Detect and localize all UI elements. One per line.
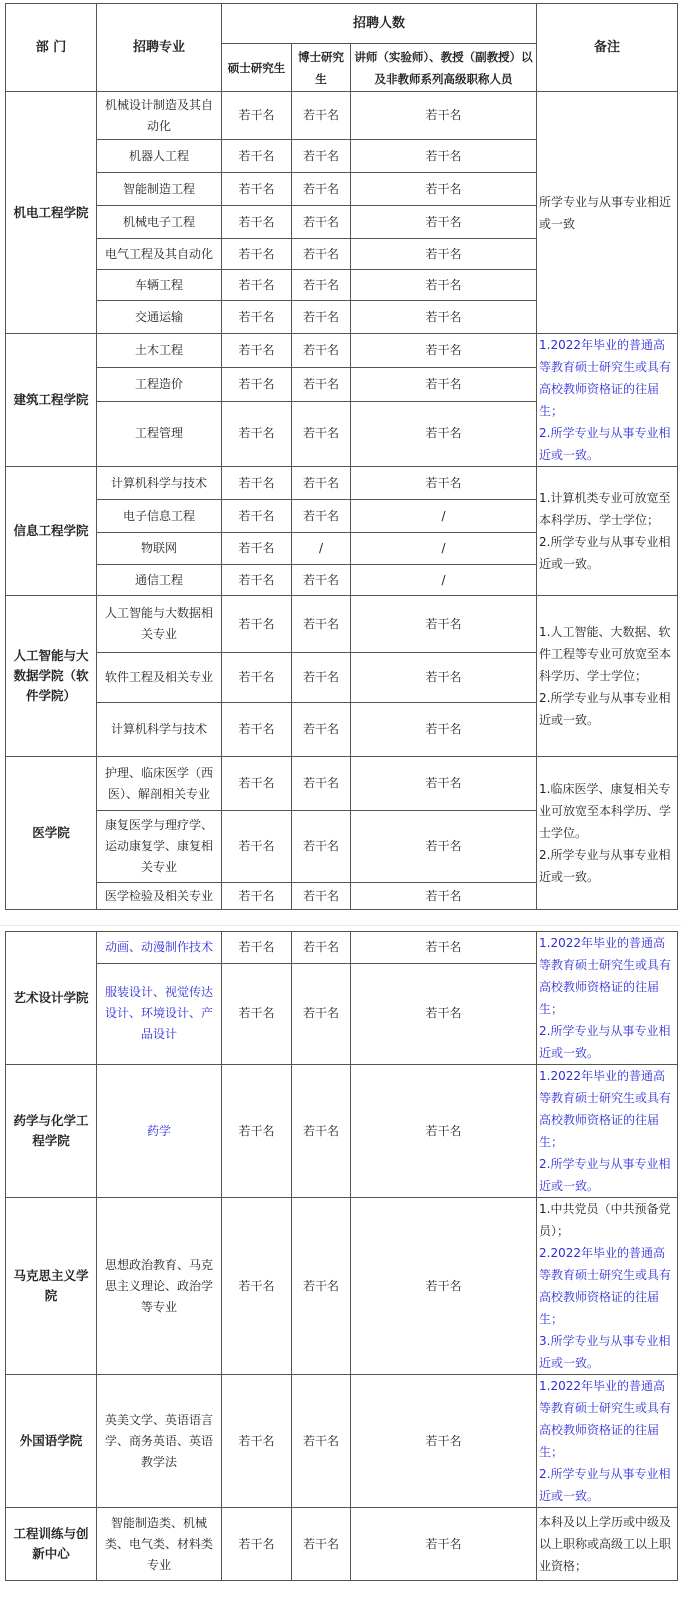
- header-phd: 博士研究生: [292, 44, 351, 92]
- remark-line: 2.所学专业与从事专业相近或一致。: [539, 848, 671, 884]
- lecturer-count-cell: 若干名: [351, 1375, 537, 1508]
- header-master: 硕士研究生: [222, 44, 292, 92]
- lecturer-count-cell: 若干名: [351, 140, 537, 173]
- phd-count-cell: 若干名: [292, 1065, 351, 1198]
- lecturer-count-cell: 若干名: [351, 883, 537, 910]
- remark-cell: [537, 1198, 678, 1375]
- major-cell: 机械设计制造及其自动化: [97, 92, 222, 140]
- table-row: [6, 1198, 678, 1375]
- phd-count-cell: 若干名: [292, 92, 351, 140]
- remark-line: 2.所学专业与从事专业相近或一致。: [539, 1024, 671, 1060]
- phd-count-cell: 若干名: [292, 367, 351, 401]
- remark-line: 1.中共党员（中共预备党员）；: [539, 1202, 671, 1238]
- lecturer-count-cell: 若干名: [351, 301, 537, 334]
- master-count-cell: 若干名: [222, 811, 292, 883]
- master-count-cell: 若干名: [222, 596, 292, 653]
- lecturer-count-cell: 若干名: [351, 270, 537, 301]
- master-count-cell: 若干名: [222, 1375, 292, 1508]
- major-cell: 软件工程及相关专业: [97, 653, 222, 703]
- table-row: [6, 467, 678, 500]
- remark-line: 2.所学专业与从事专业相近或一致。: [539, 1467, 671, 1503]
- major-cell: 计算机科学与技术: [97, 467, 222, 500]
- lecturer-count-cell: /: [351, 500, 537, 533]
- master-count-cell: 若干名: [222, 270, 292, 301]
- master-count-cell: 若干名: [222, 173, 292, 206]
- phd-count-cell: 若干名: [292, 1198, 351, 1375]
- header-lecturer: 讲师（实验师）、教授（副教授）以及非教师系列高级职称人员: [351, 44, 537, 92]
- lecturer-count-cell: 若干名: [351, 467, 537, 500]
- dept-cell: 外国语学院: [6, 1375, 97, 1508]
- phd-count-cell: 若干名: [292, 1375, 351, 1508]
- major-cell: 护理、临床医学（西医）、解剖相关专业: [97, 757, 222, 811]
- remark-cell: [537, 467, 678, 596]
- lecturer-count-cell: 若干名: [351, 1065, 537, 1198]
- major-cell: 电气工程及其自动化: [97, 239, 222, 270]
- master-count-cell: 若干名: [222, 92, 292, 140]
- remark-cell: [537, 1508, 678, 1581]
- remark-line: 1.2022年毕业的普通高等教育硕士研究生或具有高校教师资格证的往届生；: [539, 1069, 672, 1149]
- table-row: [6, 334, 678, 368]
- master-count-cell: 若干名: [222, 1065, 292, 1198]
- master-count-cell: 若干名: [222, 703, 292, 757]
- dept-cell: 药学与化学工程学院: [6, 1065, 97, 1198]
- remark-line: 1.2022年毕业的普通高等教育硕士研究生或具有高校教师资格证的往届生；: [539, 1379, 672, 1459]
- remark-line: 1.2022年毕业的普通高等教育硕士研究生或具有高校教师资格证的往届生；: [539, 936, 672, 1016]
- dept-cell: 人工智能与大数据学院（软件学院）: [6, 596, 97, 757]
- master-count-cell: 若干名: [222, 1508, 292, 1581]
- remark-line: 2.所学专业与从事专业相近或一致。: [539, 535, 671, 571]
- major-cell: 智能制造工程: [97, 173, 222, 206]
- lecturer-count-cell: 若干名: [351, 963, 537, 1064]
- recruitment-table-part1: [5, 3, 678, 910]
- lecturer-count-cell: 若干名: [351, 932, 537, 964]
- lecturer-count-cell: 若干名: [351, 401, 537, 467]
- major-cell: 人工智能与大数据相关专业: [97, 596, 222, 653]
- major-cell: 服装设计、视觉传达设计、环境设计、产品设计: [97, 963, 222, 1064]
- major-cell: 机器人工程: [97, 140, 222, 173]
- phd-count-cell: 若干名: [292, 596, 351, 653]
- lecturer-count-cell: /: [351, 533, 537, 565]
- phd-count-cell: 若干名: [292, 703, 351, 757]
- header-major: 招聘专业: [97, 4, 222, 92]
- remark-line: 3.所学专业与从事专业相近或一致。: [539, 1334, 671, 1370]
- phd-count-cell: 若干名: [292, 500, 351, 533]
- phd-count-cell: 若干名: [292, 963, 351, 1064]
- major-cell: 工程造价: [97, 367, 222, 401]
- major-cell: 康复医学与理疗学、运动康复学、康复相关专业: [97, 811, 222, 883]
- lecturer-count-cell: 若干名: [351, 206, 537, 239]
- header-dept: 部 门: [6, 4, 97, 92]
- lecturer-count-cell: 若干名: [351, 239, 537, 270]
- page-break-line: [0, 925, 681, 926]
- master-count-cell: 若干名: [222, 401, 292, 467]
- master-count-cell: 若干名: [222, 500, 292, 533]
- master-count-cell: 若干名: [222, 565, 292, 596]
- major-cell: 电子信息工程: [97, 500, 222, 533]
- master-count-cell: 若干名: [222, 239, 292, 270]
- master-count-cell: 若干名: [222, 533, 292, 565]
- lecturer-count-cell: 若干名: [351, 596, 537, 653]
- major-cell: 交通运输: [97, 301, 222, 334]
- phd-count-cell: 若干名: [292, 173, 351, 206]
- major-cell: 医学检验及相关专业: [97, 883, 222, 910]
- major-cell: 药学: [97, 1065, 222, 1198]
- remark-cell: [537, 334, 678, 467]
- remark-line: 1.计算机类专业可放宽至本科学历、学士学位；: [539, 491, 671, 527]
- lecturer-count-cell: 若干名: [351, 173, 537, 206]
- lecturer-count-cell: 若干名: [351, 653, 537, 703]
- phd-count-cell: 若干名: [292, 653, 351, 703]
- dept-cell: 艺术设计学院: [6, 932, 97, 1065]
- remark-line: 2.2022年毕业的普通高等教育硕士研究生或具有高校教师资格证的往届生；: [539, 1246, 672, 1326]
- master-count-cell: 若干名: [222, 467, 292, 500]
- phd-count-cell: 若干名: [292, 270, 351, 301]
- lecturer-count-cell: 若干名: [351, 757, 537, 811]
- remark-cell: [537, 757, 678, 910]
- header-remark: 备注: [537, 4, 678, 92]
- dept-cell: 建筑工程学院: [6, 334, 97, 467]
- master-count-cell: 若干名: [222, 301, 292, 334]
- phd-count-cell: 若干名: [292, 932, 351, 964]
- table-row: [6, 1375, 678, 1508]
- table-row: [6, 1508, 678, 1581]
- remark-line: 1.临床医学、康复相关专业可放宽至本科学历、学士学位。: [539, 782, 672, 840]
- remark-line: 1.人工智能、大数据、软件工程等专业可放宽至本科学历、学士学位；: [539, 625, 672, 683]
- lecturer-count-cell: 若干名: [351, 1198, 537, 1375]
- master-count-cell: 若干名: [222, 963, 292, 1064]
- dept-cell: 马克思主义学院: [6, 1198, 97, 1375]
- major-cell: 工程管理: [97, 401, 222, 467]
- phd-count-cell: 若干名: [292, 467, 351, 500]
- phd-count-cell: 若干名: [292, 811, 351, 883]
- recruitment-table-part2: [5, 931, 678, 1581]
- phd-count-cell: 若干名: [292, 1508, 351, 1581]
- phd-count-cell: 若干名: [292, 206, 351, 239]
- remark-cell: [537, 1065, 678, 1198]
- major-cell: 通信工程: [97, 565, 222, 596]
- master-count-cell: 若干名: [222, 757, 292, 811]
- remark-cell: [537, 932, 678, 1065]
- lecturer-count-cell: /: [351, 565, 537, 596]
- table-row: [6, 1065, 678, 1198]
- lecturer-count-cell: 若干名: [351, 1508, 537, 1581]
- master-count-cell: 若干名: [222, 206, 292, 239]
- master-count-cell: 若干名: [222, 334, 292, 368]
- major-cell: 土木工程: [97, 334, 222, 368]
- major-cell: 动画、动漫制作技术: [97, 932, 222, 964]
- major-cell: 车辆工程: [97, 270, 222, 301]
- master-count-cell: 若干名: [222, 140, 292, 173]
- remark-line: 2.所学专业与从事专业相近或一致。: [539, 691, 671, 727]
- header-count: 招聘人数: [222, 4, 537, 44]
- remark-cell: [537, 1375, 678, 1508]
- lecturer-count-cell: 若干名: [351, 703, 537, 757]
- master-count-cell: 若干名: [222, 1198, 292, 1375]
- remark-line: 1.2022年毕业的普通高等教育硕士研究生或具有高校教师资格证的往届生；: [539, 338, 672, 418]
- table-row: [6, 596, 678, 653]
- remark-cell: [537, 596, 678, 757]
- table-row: [6, 92, 678, 140]
- master-count-cell: 若干名: [222, 932, 292, 964]
- major-cell: 智能制造类、机械类、电气类、材料类专业: [97, 1508, 222, 1581]
- dept-cell: 机电工程学院: [6, 92, 97, 334]
- phd-count-cell: 若干名: [292, 401, 351, 467]
- phd-count-cell: 若干名: [292, 757, 351, 811]
- phd-count-cell: 若干名: [292, 565, 351, 596]
- remark-line: 2.所学专业与从事专业相近或一致。: [539, 1157, 671, 1193]
- major-cell: 思想政治教育、马克思主义理论、政治学等专业: [97, 1198, 222, 1375]
- table-row: [6, 932, 678, 964]
- remark-line: 本科及以上学历或中级及以上职称或高级工以上职业资格；: [539, 1515, 672, 1573]
- phd-count-cell: /: [292, 533, 351, 565]
- master-count-cell: 若干名: [222, 883, 292, 910]
- dept-cell: 医学院: [6, 757, 97, 910]
- lecturer-count-cell: 若干名: [351, 334, 537, 368]
- phd-count-cell: 若干名: [292, 239, 351, 270]
- phd-count-cell: 若干名: [292, 334, 351, 368]
- remark-line: 所学专业与从事专业相近或一致: [539, 194, 672, 231]
- phd-count-cell: 若干名: [292, 883, 351, 910]
- remark-cell: [537, 92, 678, 334]
- major-cell: 英美文学、英语语言学、商务英语、英语教学法: [97, 1375, 222, 1508]
- lecturer-count-cell: 若干名: [351, 92, 537, 140]
- phd-count-cell: 若干名: [292, 140, 351, 173]
- lecturer-count-cell: 若干名: [351, 811, 537, 883]
- table-row: [6, 757, 678, 811]
- dept-cell: 信息工程学院: [6, 467, 97, 596]
- dept-cell: 工程训练与创新中心: [6, 1508, 97, 1581]
- phd-count-cell: 若干名: [292, 301, 351, 334]
- major-cell: 计算机科学与技术: [97, 703, 222, 757]
- lecturer-count-cell: 若干名: [351, 367, 537, 401]
- master-count-cell: 若干名: [222, 367, 292, 401]
- major-cell: 机械电子工程: [97, 206, 222, 239]
- remark-line: 2.所学专业与从事专业相近或一致。: [539, 426, 671, 462]
- master-count-cell: 若干名: [222, 653, 292, 703]
- major-cell: 物联网: [97, 533, 222, 565]
